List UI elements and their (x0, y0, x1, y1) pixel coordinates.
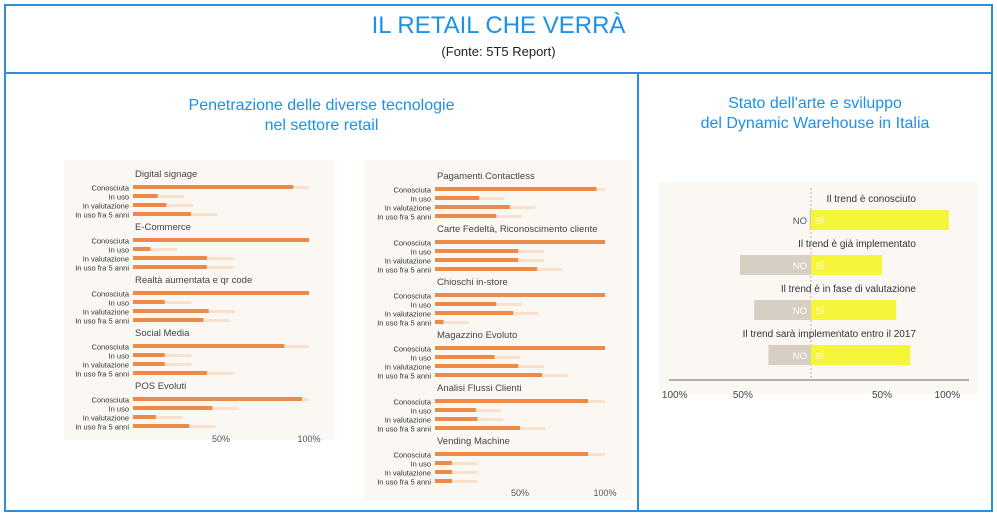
right-panel-title-line2: del Dynamic Warehouse in Italia (700, 115, 930, 132)
row-label: Conosciuta (91, 183, 129, 193)
trend-label: Il trend è già implementato (798, 239, 916, 250)
bar-3-1 (435, 355, 495, 359)
group-title: Magazzino Evoluto (437, 330, 518, 341)
bar-4-3 (435, 426, 520, 430)
row-label: In uso fra 5 anni (377, 371, 431, 381)
yes-segment-3 (811, 345, 910, 365)
bar-0-3 (435, 214, 496, 218)
row-label: Conosciuta (393, 450, 431, 460)
bar-1-2 (435, 258, 518, 262)
row-label: In uso (410, 300, 431, 310)
row-label: In valutazione (384, 415, 431, 425)
bar-4-0 (133, 397, 302, 401)
bar-1-1 (133, 247, 151, 251)
row-label: In valutazione (82, 254, 129, 264)
bar-0-2 (435, 205, 510, 209)
bar-4-0 (435, 399, 588, 403)
row-label: In uso (410, 353, 431, 363)
trend-label: Il trend è in fase di valutazione (780, 284, 916, 295)
row-label: In uso (108, 351, 129, 361)
row-label: In uso (108, 298, 129, 308)
bar-1-2 (133, 256, 207, 260)
yes-segment-0 (811, 210, 949, 230)
row-label: In valutazione (384, 362, 431, 372)
yes-label: SÌ (815, 216, 824, 227)
row-label: In uso (410, 247, 431, 257)
group-title: Analisi Flussi Clienti (437, 383, 522, 394)
yes-label: SÌ (815, 261, 824, 272)
group-title: Chioschi in-store (437, 277, 508, 288)
bar-0-0 (435, 187, 597, 191)
row-label: In valutazione (384, 203, 431, 213)
row-label: In valutazione (82, 360, 129, 370)
row-label: Conosciuta (91, 395, 129, 405)
bar-0-0 (133, 185, 293, 189)
yes-label: SÌ (815, 351, 824, 362)
bar-0-2 (133, 203, 166, 207)
bar-3-2 (133, 362, 165, 366)
no-label: NO (792, 351, 807, 362)
bar-5-2 (435, 470, 452, 474)
bar-2-0 (435, 293, 605, 297)
row-label: In uso fra 5 anni (377, 212, 431, 222)
bar-2-3 (133, 318, 203, 322)
row-label: Conosciuta (91, 289, 129, 299)
trend-label: Il trend sarà implementato entro il 2017 (742, 329, 916, 340)
axis-tick-label: 50% (871, 390, 893, 401)
bar-4-2 (435, 417, 478, 421)
bar-2-2 (133, 309, 209, 313)
bar-2-1 (435, 302, 496, 306)
group-title: Social Media (135, 328, 190, 339)
no-label: NO (792, 216, 807, 227)
axis-tick-label: 100% (934, 390, 961, 401)
bar-1-3 (435, 267, 537, 271)
bar-0-1 (435, 196, 479, 200)
no-segment-0 (810, 210, 811, 230)
bar-4-2 (133, 415, 156, 419)
row-label: In valutazione (384, 309, 431, 319)
row-label: In valutazione (384, 256, 431, 266)
technology-charts (6, 74, 637, 510)
bar-2-2 (435, 311, 513, 315)
tick-label: 100% (593, 488, 617, 498)
row-label: In valutazione (82, 307, 129, 317)
row-label: Conosciuta (393, 344, 431, 354)
bar-1-3 (133, 265, 207, 269)
bar-3-3 (133, 371, 207, 375)
page-title: IL RETAIL CHE VERRÀ (371, 12, 626, 39)
group-title: Realtà aumentata e qr code (135, 275, 253, 286)
source-note: (Fonte: 5T5 Report) (441, 44, 556, 59)
row-label: In uso fra 5 anni (75, 422, 129, 432)
bar-1-0 (435, 240, 605, 244)
no-label: NO (792, 261, 807, 272)
bar-3-2 (435, 364, 518, 368)
row-label: In uso (410, 459, 431, 469)
row-label: Conosciuta (393, 238, 431, 248)
row-label: In uso (108, 245, 129, 255)
group-title: Digital signage (135, 169, 198, 180)
row-label: In uso (108, 192, 129, 202)
bar-3-3 (435, 373, 542, 377)
yes-label: SÌ (815, 306, 824, 317)
group-title: Vending Machine (437, 436, 510, 447)
bar-5-0 (435, 452, 588, 456)
bar-1-0 (133, 238, 309, 242)
row-label: In uso fra 5 anni (75, 210, 129, 220)
group-title: E-Commerce (135, 222, 191, 233)
row-label: In uso fra 5 anni (75, 263, 129, 273)
group-title: POS Evoluti (135, 381, 187, 392)
bar-0-1 (133, 194, 158, 198)
technology-penetration-panel (4, 72, 639, 512)
bar-0-3 (133, 212, 191, 216)
header-box (4, 4, 993, 74)
row-label: Conosciuta (393, 185, 431, 195)
bar-3-1 (133, 353, 165, 357)
dynamic-warehouse-panel (637, 72, 993, 512)
row-label: Conosciuta (91, 236, 129, 246)
bar-4-1 (435, 408, 476, 412)
bar-4-1 (133, 406, 212, 410)
group-title: Pagamenti Contactless (437, 171, 535, 182)
bar-5-1 (435, 461, 452, 465)
bar-2-3 (435, 320, 444, 324)
row-label: In uso fra 5 anni (377, 424, 431, 434)
row-label: In uso fra 5 anni (377, 477, 431, 487)
row-label: In valutazione (82, 201, 129, 211)
tick-label: 50% (510, 488, 530, 498)
bar-5-3 (435, 479, 452, 483)
left-panel-title-line1: Penetrazione delle diverse tecnologie (188, 97, 455, 114)
no-label: NO (792, 306, 807, 317)
left-panel-title-line2: nel settore retail (264, 117, 379, 134)
group-title: Carte Fedeltà, Riconoscimento cliente (437, 224, 598, 235)
dynamic-warehouse-chart (639, 74, 991, 510)
trend-label: Il trend è conosciuto (826, 194, 916, 205)
row-label: In valutazione (384, 468, 431, 478)
bar-4-3 (133, 424, 189, 428)
row-label: In uso fra 5 anni (377, 265, 431, 275)
bar-2-0 (133, 291, 309, 295)
bar-3-0 (435, 346, 605, 350)
axis-tick-label: 100% (661, 390, 688, 401)
row-label: In uso fra 5 anni (75, 369, 129, 379)
row-label: Conosciuta (91, 342, 129, 352)
bar-2-1 (133, 300, 165, 304)
bar-1-1 (435, 249, 518, 253)
axis-tick-label: 50% (732, 390, 753, 401)
bar-3-0 (133, 344, 284, 348)
row-label: Conosciuta (393, 291, 431, 301)
right-panel-title-line1: Stato dell'arte e sviluppo (728, 95, 902, 112)
row-label: In uso fra 5 anni (377, 318, 431, 328)
tick-label: 100% (297, 434, 321, 444)
row-label: In uso (108, 404, 129, 414)
row-label: In uso (410, 194, 431, 204)
row-label: In uso fra 5 anni (75, 316, 129, 326)
row-label: In uso (410, 406, 431, 416)
row-label: Conosciuta (393, 397, 431, 407)
row-label: In valutazione (82, 413, 129, 423)
tick-label: 50% (211, 434, 231, 444)
